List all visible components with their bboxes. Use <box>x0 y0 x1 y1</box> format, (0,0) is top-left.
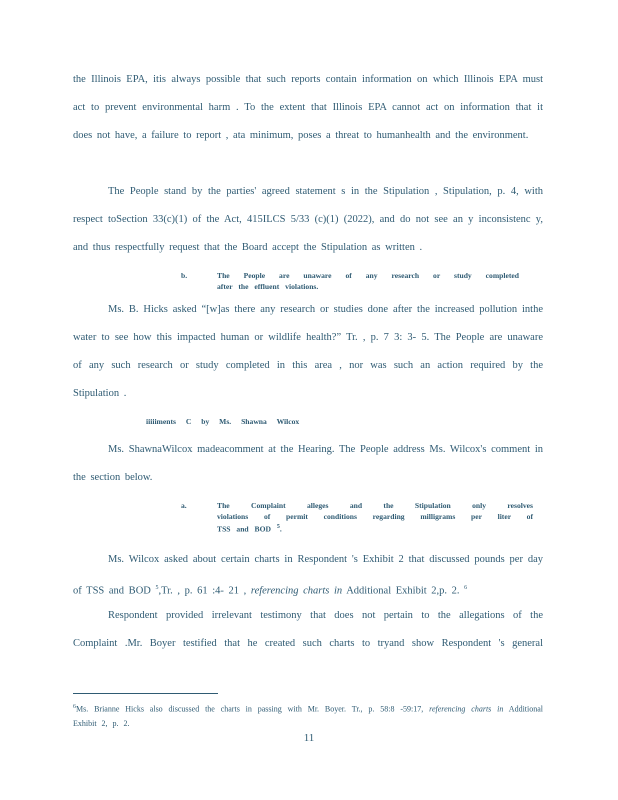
heading-a-label: a. <box>181 501 187 510</box>
heading-a-line1: The Complaint alleges and the Stipulation only resolves <box>217 501 533 510</box>
heading-b-line2: after the effluent violations. <box>217 282 319 291</box>
paragraph-hicks-question: Ms. B. Hicks asked “[w]as there any research or studies done after the increased pollution inthe water to see how this impacted human or wildlife health?” Tr. , p. 7 3: 3- 5. The People are unaware of any such research or study completed in this area , nor was such an action required by the Stipulation . <box>73 304 543 399</box>
heading-a-line2: violations of permit conditions regarding milligrams per liter of <box>217 512 533 521</box>
page-number: 11 <box>303 732 315 744</box>
paragraph-wilcox-comment: Ms. ShawnaWilcox madeacomment at the Hearing. The People address Ms. Wilcox's comment in the section below. <box>73 444 543 483</box>
heading-b-line1: The People are unaware of any research or study completed <box>217 271 519 280</box>
footnote-ref-6: 6 <box>464 585 468 591</box>
paragraph-wilcox-charts: Ms. Wilcox asked about certain charts in Respondent 's Exhibit 2 that discussed pounds per day of TSS and BOD $^5$,Tr. , p. 61 :4- 21 , referencing charts in Additional Exhibit 2,p. 2. $^6$ <box>73 554 543 597</box>
heading-b-label: b. <box>181 271 188 280</box>
section-heading-wilcox-comments: iiiiiments C by Ms. Shawna Wilcox <box>146 417 300 426</box>
paragraph-respondent-testimony: Respondent provided irrelevant testimony that does not pertain to the allegations of the Complaint .Mr. Boyer testified that he created such charts to tryand show Respondent 's general <box>73 610 543 649</box>
footnote-divider <box>73 693 218 694</box>
paragraph-environment-harm: the Illinois EPA, itis always possible that such reports contain information on which Illinois EPA must act to prevent environmental harm . To the extent that Illinois EPA cannot act on information that it does not have, a failure to report , ata minimum, poses a threat to humanhealth and the environment. <box>73 74 543 141</box>
footnote-6: $^6$Ms. Brianne Hicks also discussed the charts in passing with Mr. Boyer. Tr., p. 58:8 -59:17, referencing charts in Additional Exhibit 2, p. 2. <box>73 704 544 728</box>
paragraph-stipulation-agreement: The People stand by the parties' agreed statement s in the Stipulation , Stipulation, p. 4, with respect toSection 33(c)(1) of the Act, 415ILCS 5/33 (c)(1) (2022), and do not see an y inconsistenc y, and thus respectfully request that the Board accept the Stipulation as written . <box>73 186 543 253</box>
heading-b-research <box>181 270 521 292</box>
heading-a-line3: TSS and BOD $^5$. <box>217 524 282 534</box>
heading-a-complaint <box>181 500 533 535</box>
